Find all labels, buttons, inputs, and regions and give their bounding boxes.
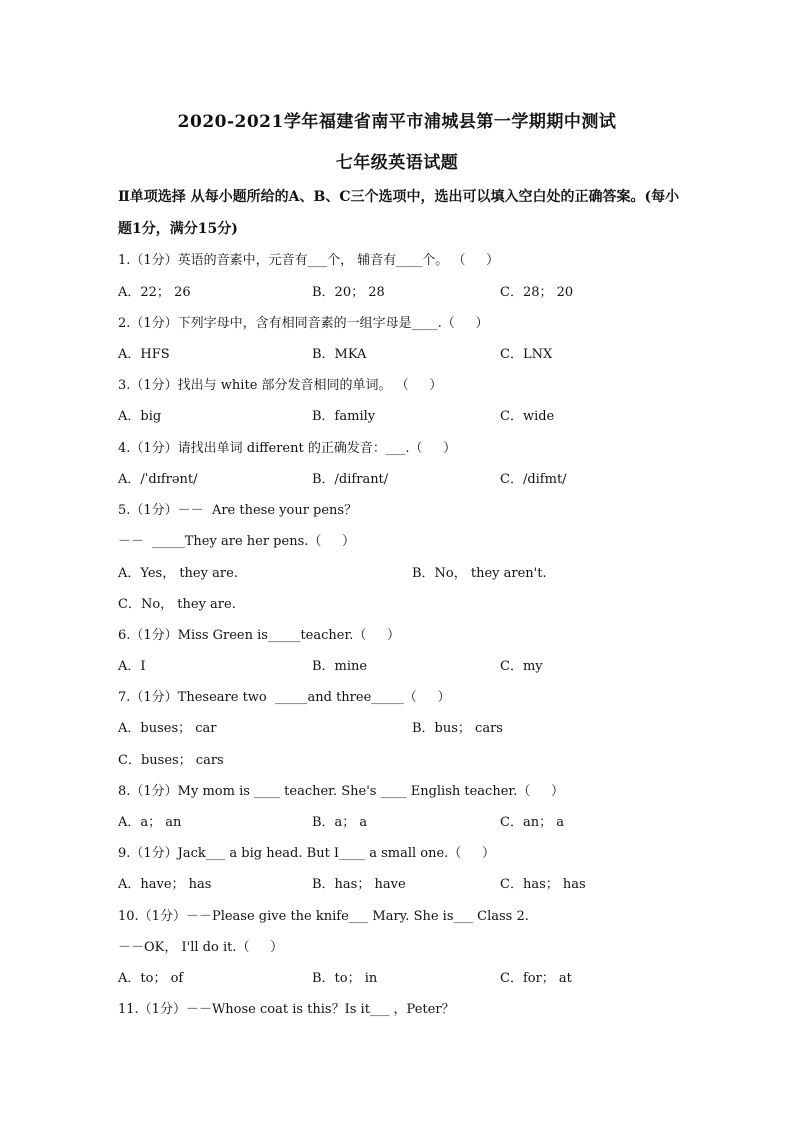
question-11: 11.（1分）－－Whose coat is this？Is it___ ，Peter？	[118, 1002, 455, 1017]
option-6b: B．mine	[312, 659, 368, 674]
option-4b: B．/difrant/	[312, 472, 389, 487]
option-6c: C．my	[500, 659, 543, 674]
question-4: 4.（1分）请找出单词 different 的正确发音：___.（ ）	[118, 441, 457, 456]
option-8a: A．a； an	[118, 815, 182, 830]
question-3: 3.（1分）找出与 white 部分发音相同的单词。 （ ）	[118, 378, 443, 393]
option-9b: B．has； have	[312, 877, 406, 892]
option-1b: B．20； 28	[312, 285, 385, 300]
option-8c: C．an； a	[500, 815, 564, 830]
option-2a: A．HFS	[118, 347, 170, 362]
option-3b: B．family	[312, 409, 376, 424]
option-8b: B．a； a	[312, 815, 368, 830]
question-5-line2: －－ _____They are her pens.（ ）	[118, 534, 356, 549]
option-4a: A．/ˈdɪfrənt/	[118, 472, 198, 487]
question-10: 10.（1分）－－Please give the knife___ Mary. She is___ Class 2.	[118, 909, 529, 924]
option-2b: B．MKA	[312, 347, 367, 362]
option-4c: C．/difmt/	[500, 472, 567, 487]
option-10c: C．for； at	[500, 971, 572, 986]
question-1: 1.（1分）英语的音素中，元音有___个， 辅音有____个。 （ ）	[118, 253, 500, 268]
option-1a: A．22； 26	[118, 285, 191, 300]
question-5: 5.（1分）－－ Are these your pens？	[118, 503, 358, 518]
option-1c: C．28； 20	[500, 285, 574, 300]
option-7b: B．bus； cars	[412, 721, 503, 736]
option-9c: C．has； has	[500, 877, 586, 892]
section-instructions: Ⅱ单项选择 从每小题所给的A、B、C三个选项中，选出可以填入空白处的正确答案。(每小题1分，满分15分)	[118, 189, 680, 237]
option-2c: C．LNX	[500, 347, 553, 362]
question-7: 7.（1分）Theseare two _____and three_____（ ）	[118, 690, 451, 705]
exam-subtitle: 七年级英语试题	[335, 153, 459, 173]
option-3a: A．big	[118, 409, 162, 424]
option-10b: B．to； in	[312, 971, 378, 986]
question-6: 6.（1分）Miss Green is_____teacher.（ ）	[118, 628, 401, 643]
option-3c: C．wide	[500, 409, 555, 424]
exam-title: 2020-2021学年福建省南平市浦城县第一学期期中测试	[177, 112, 617, 132]
option-5a: A．Yes， they are.	[118, 566, 238, 581]
option-5c: C．No， they are.	[118, 597, 236, 612]
question-9: 9.（1分）Jack___ a big head. But I____ a small one.（ ）	[118, 846, 495, 861]
question-10-line2: －－OK， I'll do it.（ ）	[118, 940, 284, 955]
option-7c: C．buses； cars	[118, 753, 224, 768]
option-7a: A．buses； car	[118, 721, 217, 736]
option-6a: A．I	[118, 659, 146, 674]
option-5b: B．No， they aren't.	[412, 566, 547, 581]
option-10a: A．to； of	[118, 971, 184, 986]
option-9a: A．have； has	[118, 877, 212, 892]
question-2: 2.（1分）下列字母中，含有相同音素的一组字母是____.（ ）	[118, 316, 489, 331]
question-8: 8.（1分）My mom is ____ teacher. She's ____ English teacher.（ ）	[118, 784, 564, 799]
